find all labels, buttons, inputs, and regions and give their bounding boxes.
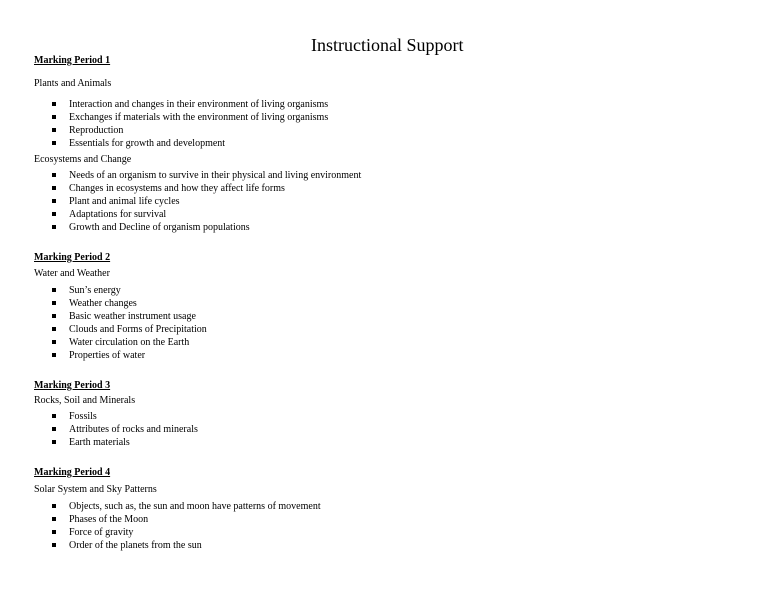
list-item: Objects, such as, the sun and moon have patterns of movement: [52, 500, 321, 513]
bullet-list: [52, 169, 361, 234]
square-bullet-icon: [52, 543, 56, 547]
square-bullet-icon: [52, 353, 56, 357]
bullet-list: [52, 410, 198, 449]
unit-title: Solar System and Sky Patterns: [34, 484, 157, 495]
unit-title: Water and Weather: [34, 268, 110, 279]
list-item: Essentials for growth and development: [52, 137, 328, 150]
list-item: Earth materials: [52, 436, 198, 449]
list-item: Needs of an organism to survive in their physical and living environment: [52, 169, 361, 182]
square-bullet-icon: [52, 128, 56, 132]
list-item: Properties of water: [52, 349, 207, 362]
list-item: Sun’s energy: [52, 284, 207, 297]
square-bullet-icon: [52, 199, 56, 203]
list-item: Reproduction: [52, 124, 328, 137]
square-bullet-icon: [52, 212, 56, 216]
unit-title: Rocks, Soil and Minerals: [34, 395, 136, 406]
list-item: Force of gravity: [52, 526, 321, 539]
list-item: Basic weather instrument usage: [52, 310, 207, 323]
square-bullet-icon: [52, 301, 56, 305]
square-bullet-icon: [52, 440, 56, 444]
square-bullet-icon: [52, 427, 56, 431]
list-item: Clouds and Forms of Precipitation: [52, 323, 207, 336]
list-item: Interaction and changes in their environment of living organisms: [52, 98, 328, 111]
unit-title: Plants and Animals: [34, 78, 112, 89]
list-item: Fossils: [52, 410, 198, 423]
list-item: Weather changes: [52, 297, 207, 310]
list-item: Plant and animal life cycles: [52, 195, 361, 208]
unit-title: Ecosystems and Change: [34, 154, 132, 165]
marking-period-heading: Marking Period 4: [34, 467, 111, 478]
list-item: Water circulation on the Earth: [52, 336, 207, 349]
list-item: Exchanges if materials with the environment of living organisms: [52, 111, 328, 124]
bullet-list: [52, 98, 328, 150]
list-item: Order of the planets from the sun: [52, 539, 321, 552]
square-bullet-icon: [52, 530, 56, 534]
page-title: Instructional Support: [311, 35, 464, 55]
square-bullet-icon: [52, 102, 56, 106]
square-bullet-icon: [52, 141, 56, 145]
list-item: Attributes of rocks and minerals: [52, 423, 198, 436]
marking-period-heading: Marking Period 2: [34, 252, 111, 263]
square-bullet-icon: [52, 517, 56, 521]
square-bullet-icon: [52, 186, 56, 190]
square-bullet-icon: [52, 173, 56, 177]
list-item: Growth and Decline of organism populations: [52, 221, 361, 234]
list-item: Adaptations for survival: [52, 208, 361, 221]
bullet-list: [52, 284, 207, 362]
square-bullet-icon: [52, 327, 56, 331]
marking-period-heading: Marking Period 1: [34, 55, 111, 66]
bullet-list: [52, 500, 321, 552]
square-bullet-icon: [52, 414, 56, 418]
list-item: Changes in ecosystems and how they affect life forms: [52, 182, 361, 195]
marking-period-heading: Marking Period 3: [34, 380, 111, 391]
list-item: Phases of the Moon: [52, 513, 321, 526]
square-bullet-icon: [52, 225, 56, 229]
square-bullet-icon: [52, 504, 56, 508]
square-bullet-icon: [52, 115, 56, 119]
square-bullet-icon: [52, 314, 56, 318]
square-bullet-icon: [52, 340, 56, 344]
square-bullet-icon: [52, 288, 56, 292]
